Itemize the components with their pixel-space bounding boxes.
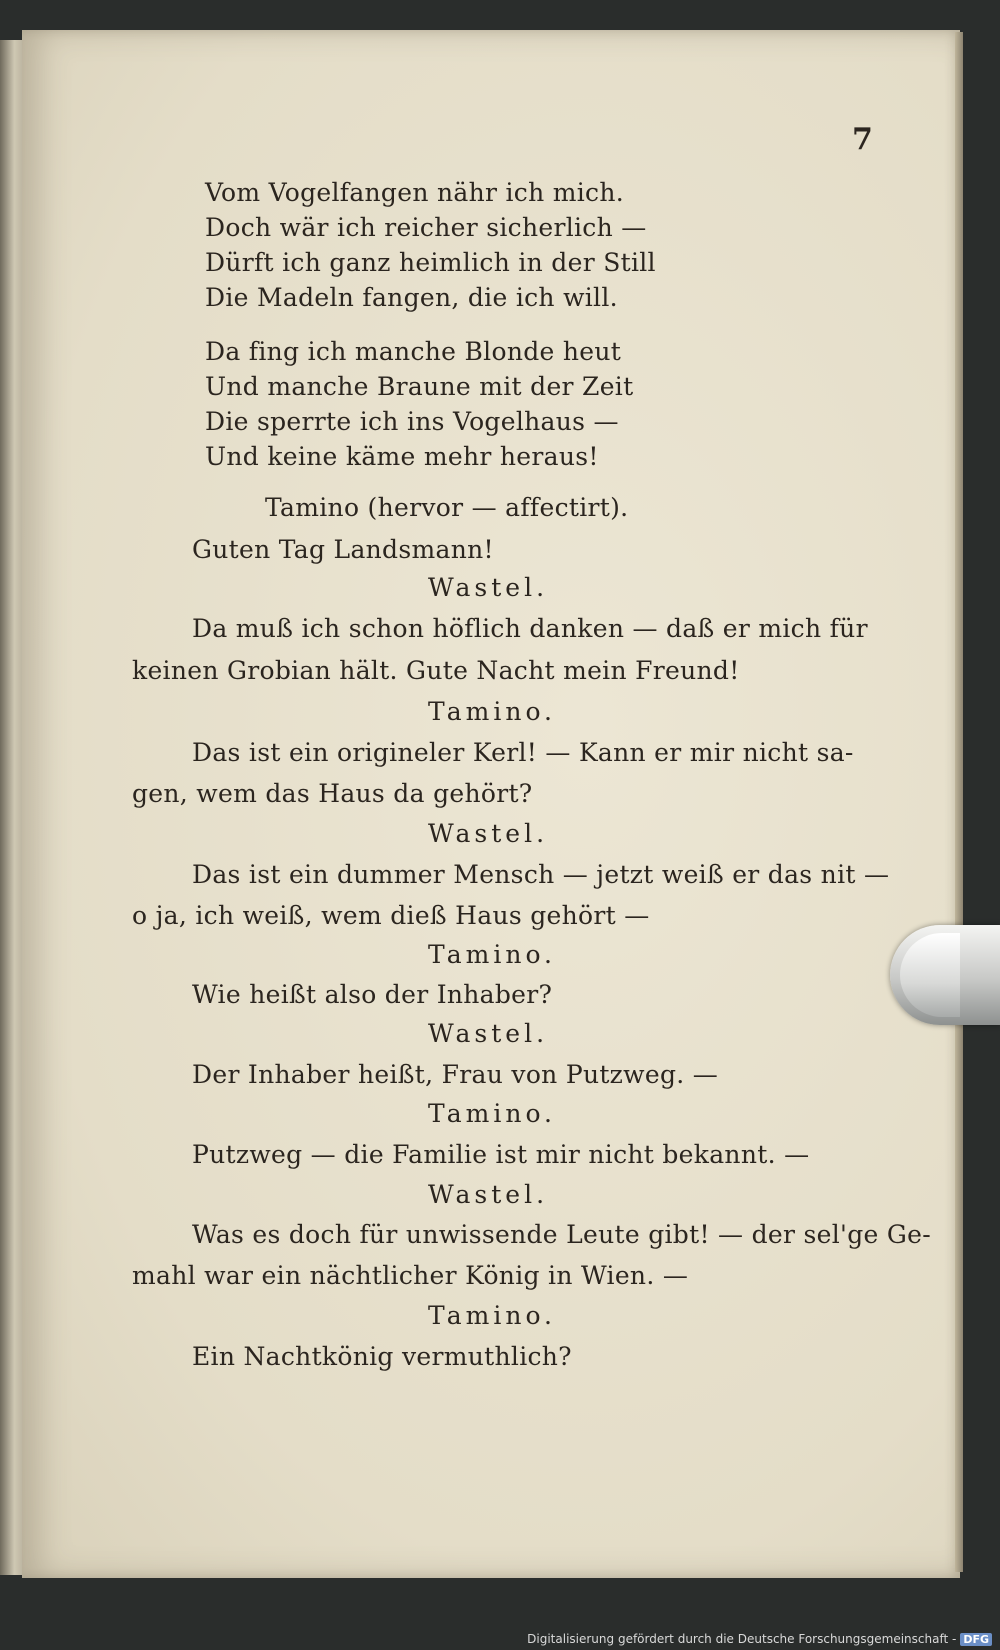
dialogue-line: gen, wem das Haus da gehört? [132,779,533,808]
verse-line: Und manche Braune mit der Zeit [205,372,634,401]
verse-line: Und keine käme mehr heraus! [205,442,599,471]
dialogue-line: Wie heißt also der Inhaber? [192,980,553,1009]
verse-line: Vom Vogelfangen nähr ich mich. [205,178,624,207]
dialogue-line: Das ist ein dummer Mensch — jetzt weiß er das nit — [192,860,890,889]
dialogue-line: Was es doch für unwissende Leute gibt! — der sel'ge Ge- [192,1220,931,1249]
dialogue-line: Da muß ich schon höflich danken — daß er mich für [192,614,868,643]
page-number: 7 [852,122,873,157]
speaker-heading: Wastel. [428,1019,549,1048]
speaker-heading: Wastel. [428,819,549,848]
verse-line: Die sperrte ich ins Vogelhaus — [205,407,619,436]
speaker-heading: Tamino. [428,697,556,726]
speaker-heading: Wastel. [428,1180,549,1209]
dialogue-line: keinen Grobian hält. Gute Nacht mein Freund! [132,656,740,685]
dialogue-line: o ja, ich weiß, wem dieß Haus gehört — [132,901,650,930]
speaker-heading: Tamino. [428,1301,556,1330]
dfg-logo-icon: DFG [960,1633,992,1646]
speaker-heading: Wastel. [428,573,549,602]
speaker-heading: Tamino (hervor — affectirt). [265,493,629,522]
verse-line: Da fing ich manche Blonde heut [205,337,622,366]
dialogue-line: Ein Nachtkönig vermuthlich? [192,1342,572,1371]
dialogue-line: mahl war ein nächtlicher König in Wien. — [132,1261,689,1290]
dialogue-line: Guten Tag Landsmann! [192,535,494,564]
page-right-edge [955,32,963,1572]
digitization-footer [527,1632,992,1646]
verse-line: Doch wär ich reicher sicherlich — [205,213,647,242]
dialogue-line: Putzweg — die Familie ist mir nicht bekannt. — [192,1140,810,1169]
book-left-edge [0,40,24,1575]
dialogue-line: Der Inhaber heißt, Frau von Putzweg. — [192,1060,719,1089]
footer-credit-text: Digitalisierung gefördert durch die Deutsche Forschungsgemeinschaft - [527,1632,957,1646]
speaker-heading: Tamino. [428,1099,556,1128]
verse-line: Dürft ich ganz heimlich in der Still [205,248,656,277]
dialogue-line: Das ist ein origineler Kerl! — Kann er mir nicht sa- [192,738,854,767]
page-clip [890,925,1000,1025]
page-clip-highlight [900,933,960,1017]
speaker-heading: Tamino. [428,940,556,969]
verse-line: Die Madeln fangen, die ich will. [205,283,618,312]
